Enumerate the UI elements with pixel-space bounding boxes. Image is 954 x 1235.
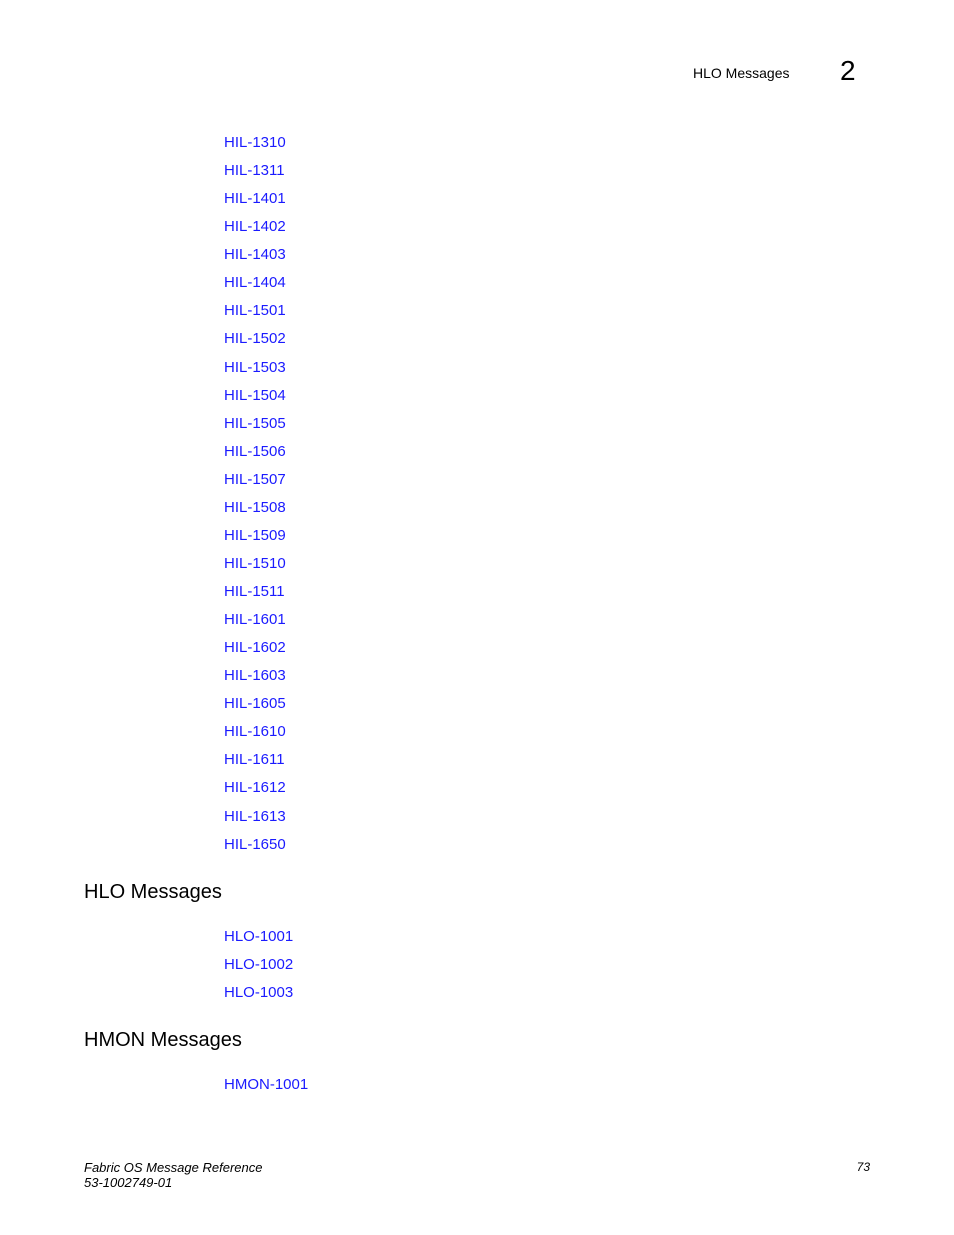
message-link[interactable]: HIL-1505 (224, 414, 286, 432)
list-item (224, 359, 286, 387)
message-link[interactable]: HIL-1610 (224, 723, 286, 741)
message-link[interactable]: HLO-1003 (224, 984, 294, 1002)
list-item (224, 928, 293, 956)
hlo-messages-heading: HLO Messages (84, 881, 222, 903)
list-item (224, 583, 286, 611)
list-item (224, 555, 286, 583)
hil-message-links (224, 134, 286, 864)
running-header-section-title: HLO Messages (693, 65, 790, 81)
message-link[interactable]: HIL-1611 (224, 751, 285, 769)
message-link[interactable]: HMON-1001 (224, 1076, 309, 1093)
message-link[interactable]: HIL-1605 (224, 695, 286, 713)
message-link[interactable]: HIL-1506 (224, 442, 286, 460)
message-link[interactable]: HIL-1310 (224, 134, 286, 151)
message-link[interactable]: HIL-1511 (224, 583, 285, 600)
list-item (224, 387, 286, 415)
list-item (224, 611, 286, 639)
list-item (224, 471, 286, 499)
list-item (224, 415, 286, 443)
list-item (224, 779, 286, 807)
hmon-messages-heading: HMON Messages (84, 1029, 242, 1051)
message-link[interactable]: HIL-1613 (224, 807, 286, 825)
list-item (224, 302, 286, 330)
chapter-number: 2 (840, 55, 856, 86)
list-item (224, 751, 286, 779)
list-item (224, 246, 286, 274)
hlo-message-links (224, 928, 293, 1012)
list-item (224, 134, 286, 162)
message-link[interactable]: HIL-1510 (224, 554, 286, 572)
list-item (224, 274, 286, 302)
message-link[interactable]: HIL-1404 (224, 274, 286, 292)
list-item (224, 639, 286, 667)
message-link[interactable]: HIL-1311 (224, 162, 285, 180)
message-link[interactable]: HIL-1509 (224, 526, 286, 544)
list-item (224, 527, 286, 555)
message-link[interactable]: HIL-1402 (224, 218, 286, 236)
list-item (224, 836, 286, 864)
footer-page-number: 73 (856, 1160, 870, 1174)
list-item (224, 984, 293, 1012)
list-item (224, 695, 286, 723)
list-item (224, 808, 286, 836)
message-link[interactable]: HIL-1507 (224, 470, 286, 488)
list-item (224, 1076, 308, 1104)
footer-document-number: 53-1002749-01 (84, 1175, 173, 1190)
message-link[interactable]: HLO-1001 (224, 928, 294, 945)
list-item (224, 190, 286, 218)
message-link[interactable]: HIL-1401 (224, 190, 286, 208)
message-link[interactable]: HIL-1601 (224, 611, 286, 629)
message-link[interactable]: HIL-1502 (224, 330, 286, 348)
list-item (224, 443, 286, 471)
list-item (224, 667, 286, 695)
hmon-message-links (224, 1076, 308, 1104)
message-link[interactable]: HIL-1612 (224, 779, 286, 797)
list-item (224, 162, 286, 190)
page-footer (84, 1160, 870, 1190)
message-link[interactable]: HIL-1508 (224, 498, 286, 516)
message-link[interactable]: HIL-1650 (224, 835, 286, 853)
message-link[interactable]: HIL-1503 (224, 358, 286, 376)
message-link[interactable]: HIL-1602 (224, 639, 286, 657)
message-link[interactable]: HIL-1403 (224, 246, 286, 264)
page-header (0, 56, 954, 96)
message-link[interactable]: HIL-1603 (224, 667, 286, 685)
message-link[interactable]: HIL-1501 (224, 302, 286, 320)
message-link[interactable]: HIL-1504 (224, 386, 286, 404)
footer-document-title: Fabric OS Message Reference (84, 1160, 263, 1175)
list-item (224, 218, 286, 246)
list-item (224, 723, 286, 751)
list-item (224, 330, 286, 358)
message-link[interactable]: HLO-1002 (224, 956, 294, 974)
list-item (224, 499, 286, 527)
list-item (224, 956, 293, 984)
